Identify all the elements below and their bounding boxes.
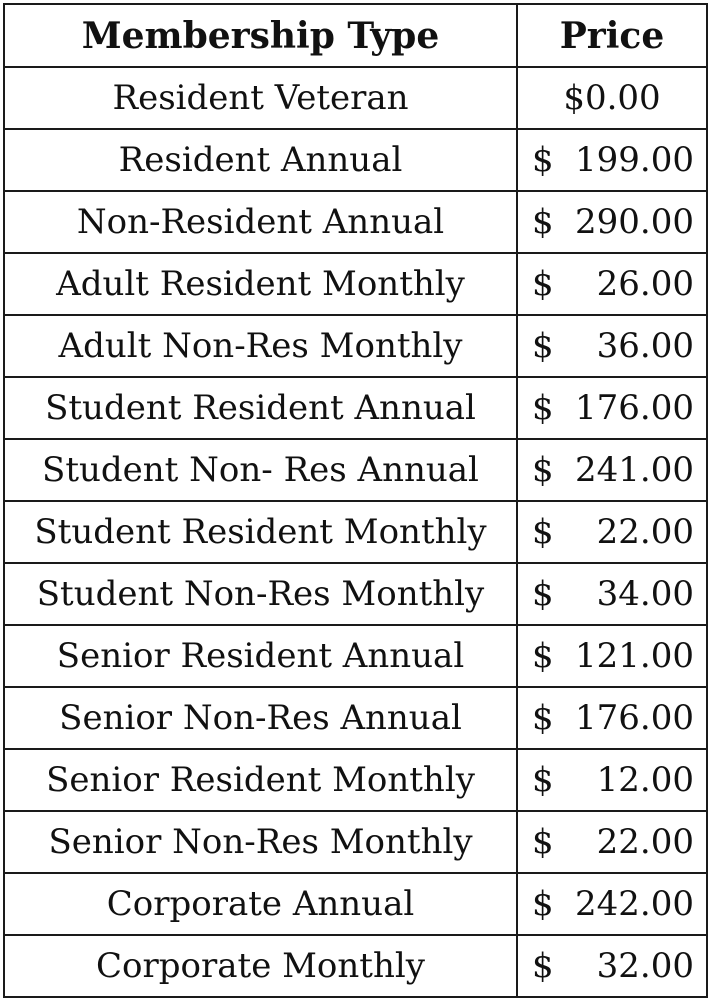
- table-row: [4, 439, 707, 501]
- price-cell: [517, 191, 707, 253]
- table-row: [4, 749, 707, 811]
- membership-type-cell: Student Non- Res Annual: [4, 439, 517, 501]
- price-cell: [517, 439, 707, 501]
- price-cell: [517, 563, 707, 625]
- membership-type-cell: Adult Non-Res Monthly: [4, 315, 517, 377]
- price-amount: 12.00: [596, 760, 694, 800]
- membership-type-cell: Student Resident Monthly: [4, 501, 517, 563]
- price-amount: 22.00: [596, 822, 694, 862]
- price-amount: 34.00: [596, 574, 694, 614]
- price-amount: 176.00: [575, 698, 694, 738]
- header-row: [4, 4, 707, 67]
- price-cell: [517, 625, 707, 687]
- price-amount: 22.00: [596, 512, 694, 552]
- currency-symbol: $: [532, 512, 554, 552]
- price-amount: 242.00: [575, 884, 694, 924]
- price-cell: [517, 935, 707, 997]
- price-cell: [517, 749, 707, 811]
- membership-type-cell: Non-Resident Annual: [4, 191, 517, 253]
- price-amount: 26.00: [596, 264, 694, 304]
- table-row: [4, 67, 707, 129]
- currency-symbol: $: [532, 264, 554, 304]
- table-row: [4, 253, 707, 315]
- currency-symbol: $: [532, 760, 554, 800]
- currency-symbol: $: [532, 326, 554, 366]
- price-cell: [517, 315, 707, 377]
- price-amount: 32.00: [596, 946, 694, 986]
- price-amount: 176.00: [575, 388, 694, 428]
- membership-type-cell: Resident Annual: [4, 129, 517, 191]
- price-amount: 241.00: [575, 450, 694, 490]
- membership-type-cell: Senior Resident Monthly: [4, 749, 517, 811]
- membership-type-cell: Student Non-Res Monthly: [4, 563, 517, 625]
- currency-symbol: $: [532, 636, 554, 676]
- table-row: [4, 935, 707, 997]
- currency-symbol: $: [532, 140, 554, 180]
- table-row: [4, 129, 707, 191]
- table-row: [4, 315, 707, 377]
- table-row: [4, 625, 707, 687]
- price-cell: [517, 501, 707, 563]
- price-amount: 290.00: [575, 202, 694, 242]
- price-cell: [517, 873, 707, 935]
- membership-type-cell: Resident Veteran: [4, 67, 517, 129]
- membership-type-cell: Senior Non-Res Monthly: [4, 811, 517, 873]
- price-amount: 121.00: [575, 636, 694, 676]
- table-row: [4, 377, 707, 439]
- membership-price-table: [3, 3, 708, 998]
- currency-symbol: $: [532, 698, 554, 738]
- membership-type-cell: Senior Resident Annual: [4, 625, 517, 687]
- membership-type-header: Membership Type: [4, 4, 517, 67]
- price-amount: 36.00: [596, 326, 694, 366]
- table-row: [4, 687, 707, 749]
- price-header: Price: [517, 4, 707, 67]
- table-row: [4, 873, 707, 935]
- currency-symbol: $: [532, 450, 554, 490]
- price-amount: 199.00: [575, 140, 694, 180]
- currency-symbol: $: [532, 388, 554, 428]
- membership-type-cell: Student Resident Annual: [4, 377, 517, 439]
- currency-symbol: $: [532, 946, 554, 986]
- membership-type-cell: Corporate Annual: [4, 873, 517, 935]
- currency-symbol: $: [532, 574, 554, 614]
- membership-type-cell: Corporate Monthly: [4, 935, 517, 997]
- price-cell: [517, 377, 707, 439]
- membership-type-cell: Adult Resident Monthly: [4, 253, 517, 315]
- currency-symbol: $: [532, 202, 554, 242]
- table-row: [4, 811, 707, 873]
- currency-symbol: $: [532, 822, 554, 862]
- price-cell: [517, 129, 707, 191]
- price-cell: [517, 811, 707, 873]
- table-row: [4, 563, 707, 625]
- currency-symbol: $: [532, 884, 554, 924]
- table-row: [4, 501, 707, 563]
- price-cell: $0.00: [517, 67, 707, 129]
- membership-type-cell: Senior Non-Res Annual: [4, 687, 517, 749]
- table-row: [4, 191, 707, 253]
- price-cell: [517, 253, 707, 315]
- price-cell: [517, 687, 707, 749]
